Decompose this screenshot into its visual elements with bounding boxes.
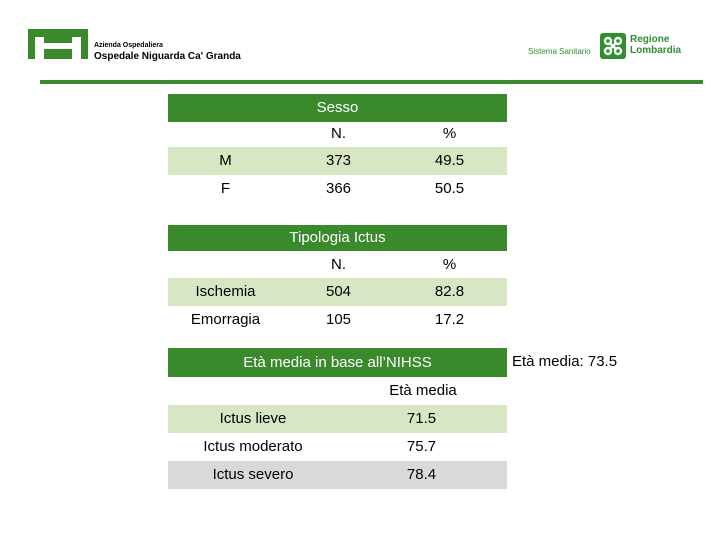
row-value: 75.7 [406,438,437,455]
col-header-n: N. [331,125,346,142]
row-label: Ischemia [195,283,256,300]
row-n: 366 [325,180,352,197]
eta-header-row [168,377,507,405]
header-divider [40,80,703,84]
row-pct: 49.5 [434,152,465,169]
niguarda-logo-icon [28,29,88,59]
row-pct: 17.2 [434,311,465,328]
table-row [168,175,507,203]
col-header-eta-media: Età media [389,382,457,399]
row-label: Ictus severo [212,466,294,483]
row-value: 78.4 [406,466,437,483]
row-label: Ictus moderato [203,438,303,455]
table-row [168,433,507,461]
row-n: 105 [325,311,352,328]
table-row [168,147,507,175]
row-label: Ictus lieve [219,410,287,427]
tipologia-header-row [168,251,507,279]
eta-media-summary: Età media: 73.5 [512,353,618,370]
table-row [168,461,507,489]
lombardia-line: Lombardia [630,45,682,56]
row-pct: 82.8 [434,283,465,300]
hospital-name: Ospedale Niguarda Ca' Granda [94,51,241,62]
row-label: M [219,152,232,169]
sesso-header-row [168,120,507,148]
row-label: F [220,180,231,197]
regione-lombardia-logo-icon [600,33,626,59]
table-row [168,278,507,306]
regione-lombardia-name [630,34,681,56]
tipologia-title: Tipologia Ictus [289,229,386,246]
tipologia-title-bar [168,225,507,251]
eta-title-bar [168,348,507,377]
table-row [168,405,507,433]
row-pct: 50.5 [434,180,465,197]
sesso-title-bar [168,94,507,122]
row-n: 504 [325,283,352,300]
row-value: 71.5 [406,410,437,427]
row-n: 373 [325,152,352,169]
sesso-title: Sesso [316,99,359,116]
col-header-pct: % [442,125,457,142]
eta-title: Età media in base all’NIHSS [243,354,432,371]
row-label: Emorragia [190,311,261,328]
col-header-pct: % [442,256,457,273]
regione-line: Regione [630,34,670,45]
col-header-n: N. [331,256,346,273]
sistema-sanitario-text: Sistema Sanitario [528,47,591,56]
hospital-subtitle: Azienda Ospedaliera [94,42,163,49]
table-row [168,306,507,334]
